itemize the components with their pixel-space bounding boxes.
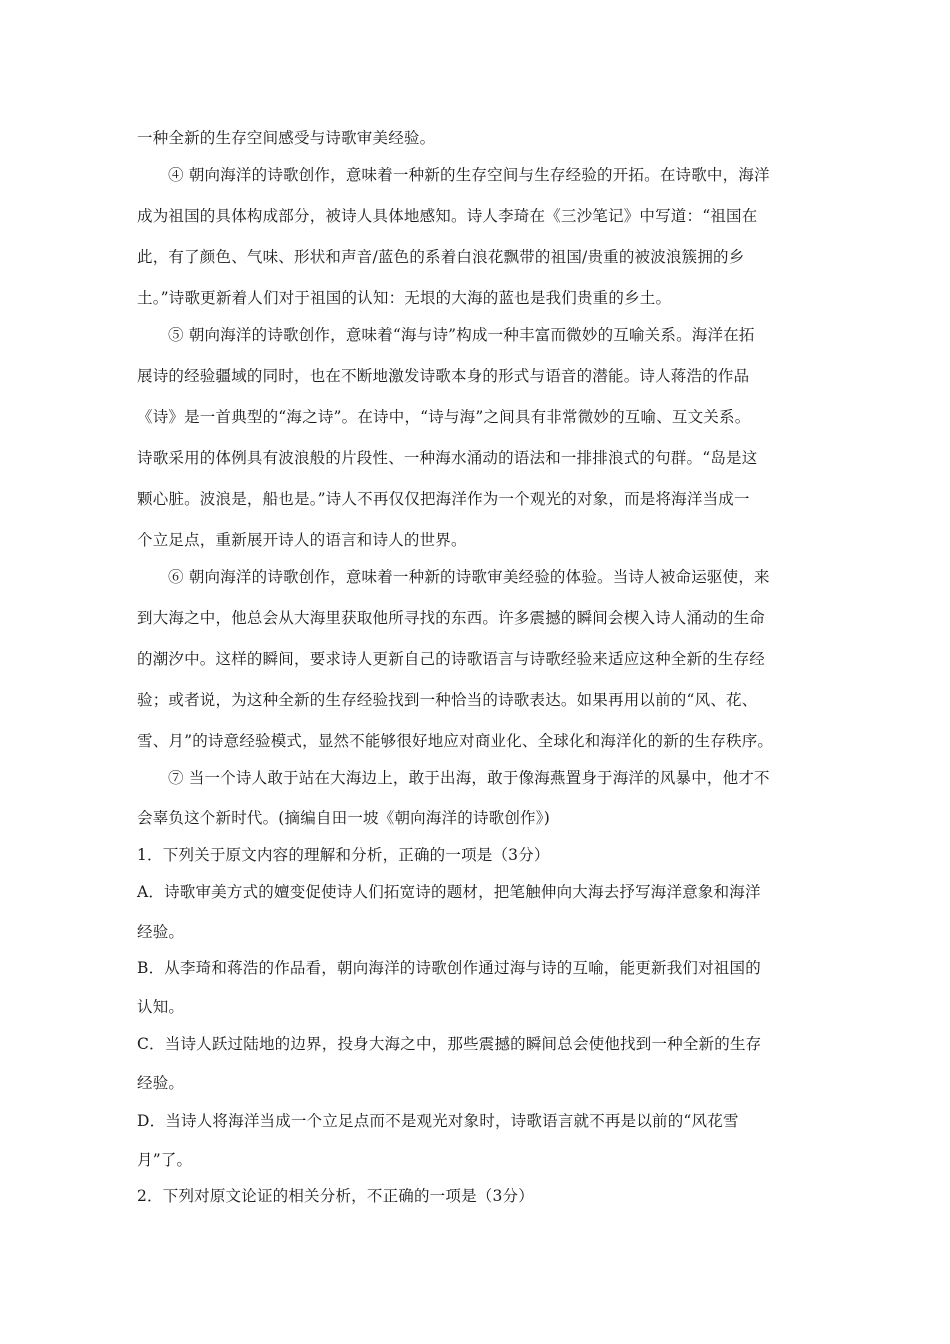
option-d-cont: 月”了。 xyxy=(137,1151,193,1169)
text-line: 颗心脏。波浪是，船也是。”诗人不再仅仅把海洋作为一个观光的对象，而是将海洋当成一 xyxy=(137,490,750,508)
text-line: 到大海之中，他总会从大海里获取他所寻找的东西。许多震撼的瞬间会楔入诗人涌动的生命 xyxy=(137,609,766,627)
option-a: A．诗歌审美方式的嬗变促使诗人们拓宽诗的题材，把笔触伸向大海去抒写海洋意象和海洋 xyxy=(137,883,761,901)
question-2: 2．下列对原文论证的相关分析，不正确的一项是（3分） xyxy=(137,1187,534,1205)
paragraph-5-start: ⑤ 朝向海洋的诗歌创作，意味着“海与诗”构成一种丰富而微妙的互喻关系。海洋在拓 xyxy=(168,326,755,344)
option-a-cont: 经验。 xyxy=(137,923,185,941)
option-d: D．当诗人将海洋当成一个立足点而不是观光对象时，诗歌语言就不再是以前的“风花雪 xyxy=(137,1112,739,1130)
text-line: 《诗》是一首典型的“海之诗”。在诗中，“诗与海”之间具有非常微妙的互喻、互文关系。 xyxy=(137,408,751,426)
text-line: 一种全新的生存空间感受与诗歌审美经验。 xyxy=(137,129,436,147)
option-b-cont: 认知。 xyxy=(137,998,185,1016)
text-line: 验；或者说，为这种全新的生存经验找到一种恰当的诗歌表达。如果再用以前的“风、花、 xyxy=(137,691,758,709)
text-line: 成为祖国的具体构成部分，被诗人具体地感知。诗人李琦在《三沙笔记》中写道：“祖国在 xyxy=(137,207,758,225)
text-line: 土。”诗歌更新着人们对于祖国的认知：无垠的大海的蓝也是我们贵重的乡土。 xyxy=(137,289,672,307)
paragraph-7-start: ⑦ 当一个诗人敢于站在大海边上，敢于出海，敢于像海燕置身于海洋的风暴中，他才不 xyxy=(168,769,770,787)
text-line: 此，有了颜色、气味、形状和声音/蓝色的系着白浪花飘带的祖国/贵重的被波浪簇拥的乡 xyxy=(137,248,745,266)
text-line: 个立足点，重新展开诗人的语言和诗人的世界。 xyxy=(137,531,467,549)
option-c-cont: 经验。 xyxy=(137,1074,185,1092)
option-c: C．当诗人跃过陆地的边界，投身大海之中，那些震撼的瞬间总会使他找到一种全新的生存 xyxy=(137,1035,762,1053)
text-line: 展诗的经验疆域的同时，也在不断地激发诗歌本身的形式与语音的潜能。诗人蒋浩的作品 xyxy=(137,367,750,385)
question-1: 1．下列关于原文内容的理解和分析，正确的一项是（3分） xyxy=(137,846,550,864)
paragraph-6-start: ⑥ 朝向海洋的诗歌创作，意味着一种新的诗歌审美经验的体验。当诗人被命运驱使，来 xyxy=(168,568,770,586)
paragraph-4-start: ④ 朝向海洋的诗歌创作，意味着一种新的生存空间与生存经验的开拓。在诗歌中，海洋 xyxy=(168,166,770,184)
text-line: 的潮汐中。这样的瞬间，要求诗人更新自己的诗歌语言与诗歌经验来适应这种全新的生存经 xyxy=(137,650,766,668)
text-line: 诗歌采用的体例具有波浪般的片段性、一种海水涌动的语法和一排排浪式的句群。“岛是这 xyxy=(137,449,758,467)
option-b: B．从李琦和蒋浩的作品看，朝向海洋的诗歌创作通过海与诗的互喻，能更新我们对祖国的 xyxy=(137,959,761,977)
source-citation-line: 会辜负这个新时代。(摘编自田一坡《朝向海洋的诗歌创作》) xyxy=(137,809,550,827)
text-line: 雪、月”的诗意经验模式，显然不能够很好地应对商业化、全球化和海洋化的新的生存秩序。 xyxy=(137,732,774,750)
